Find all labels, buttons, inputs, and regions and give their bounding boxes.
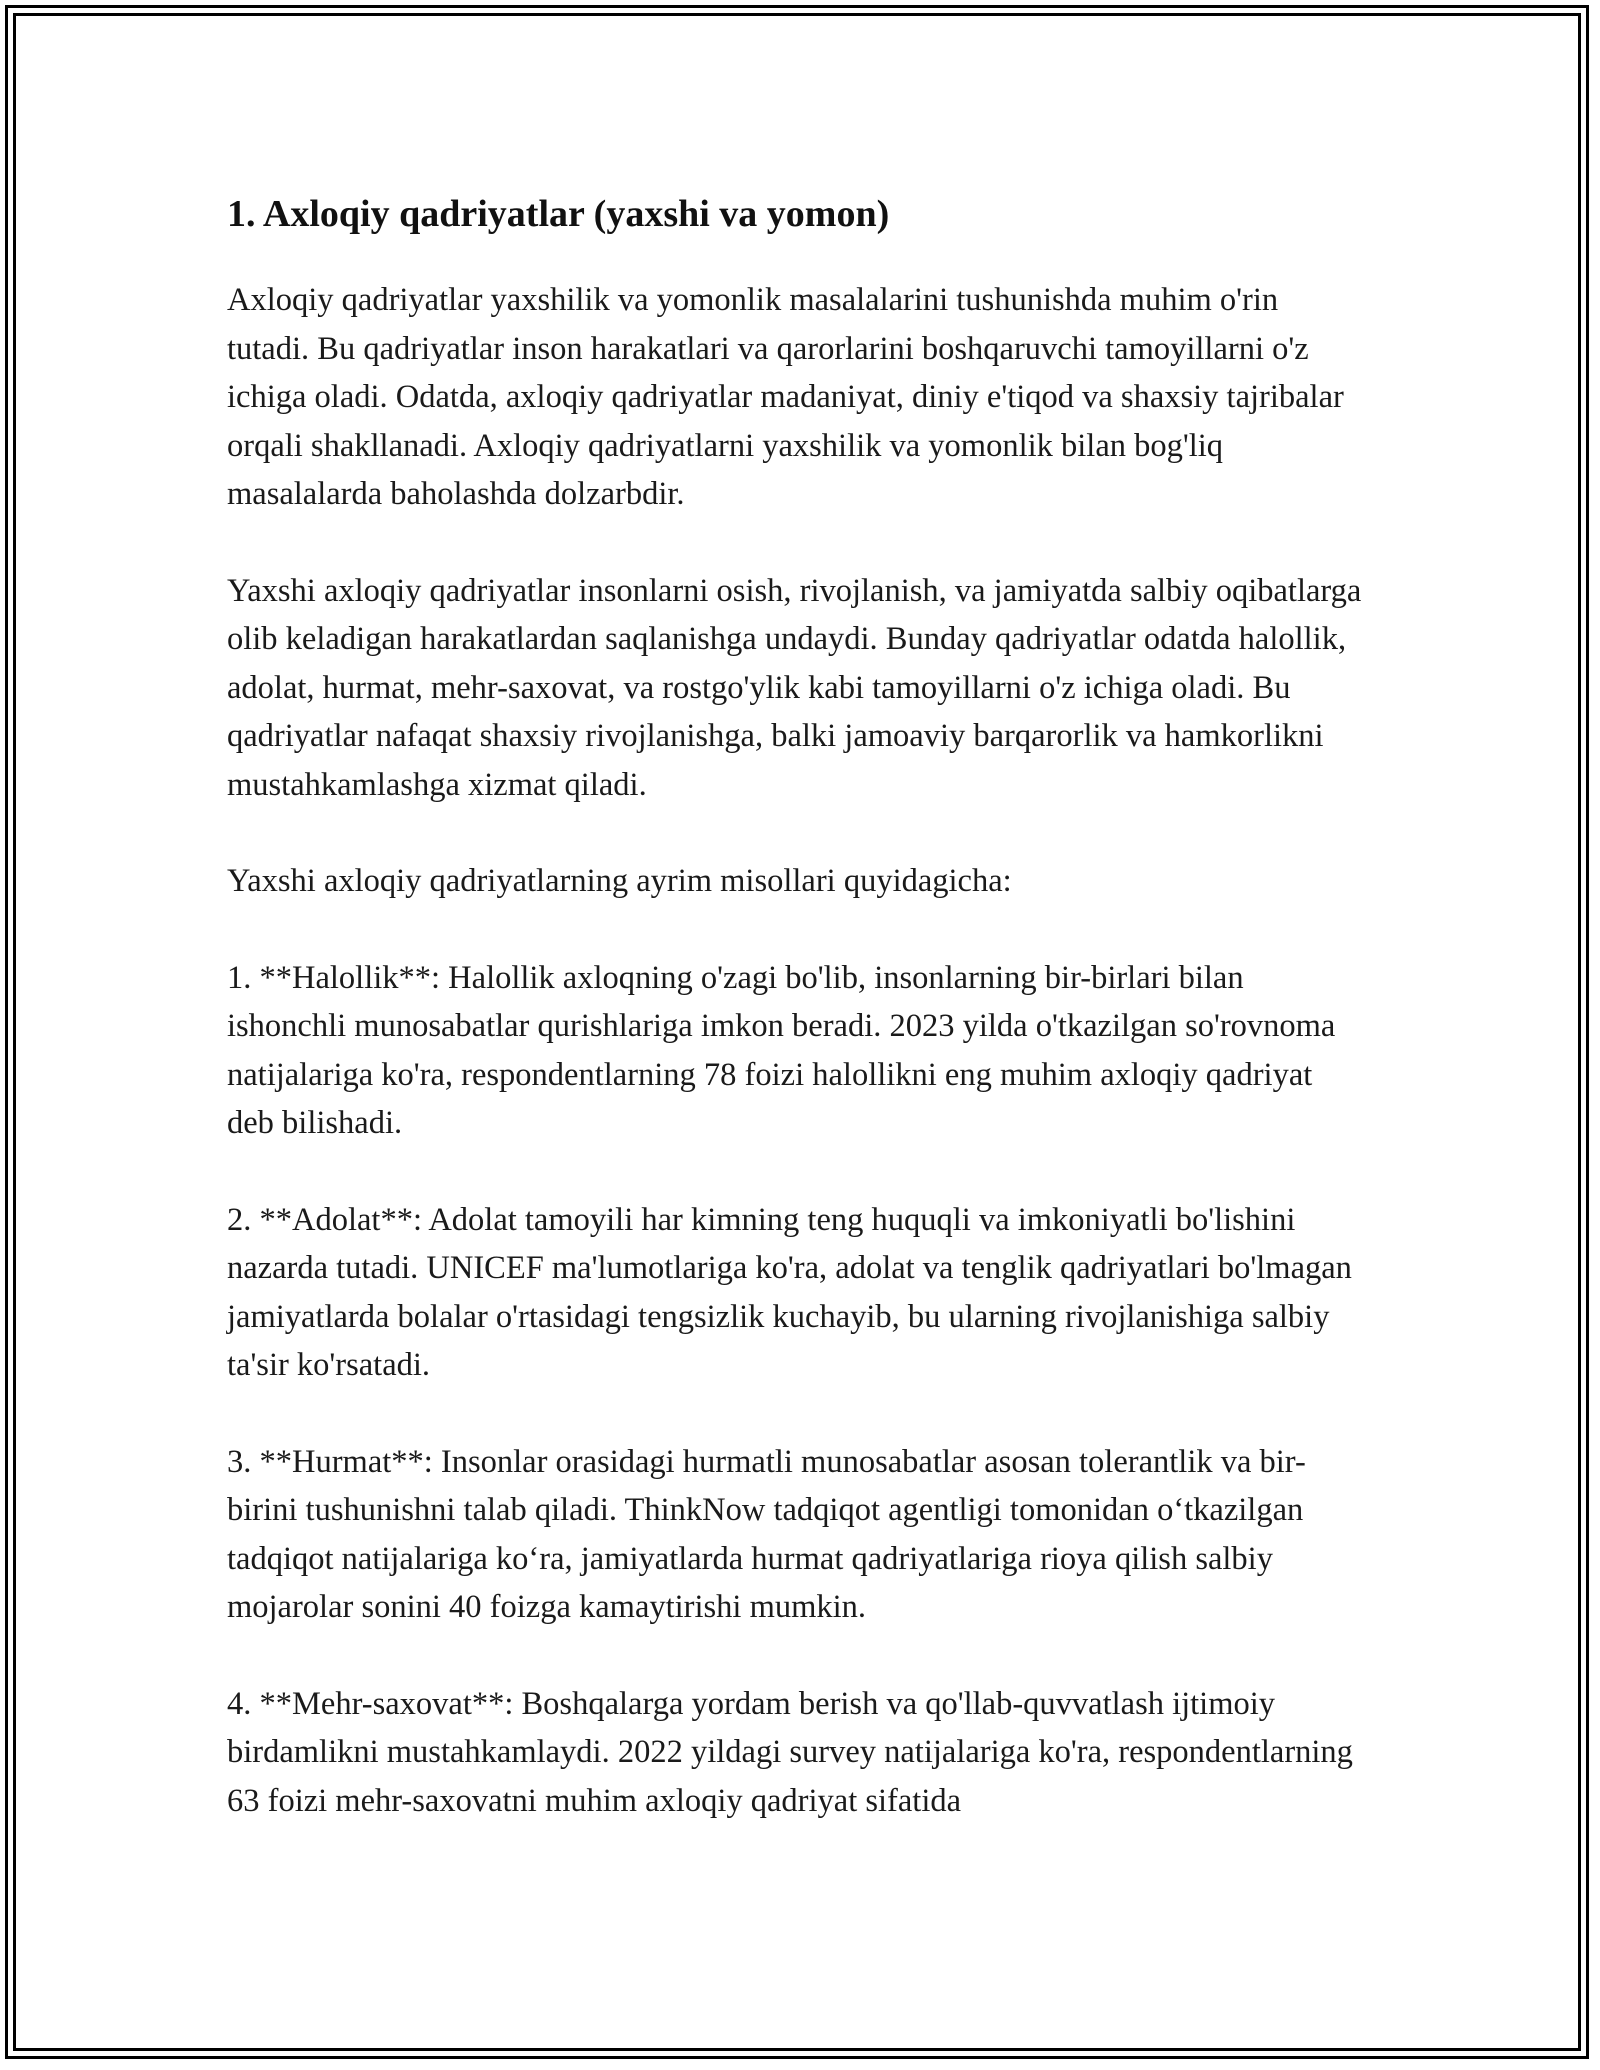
paragraph-intro: Axloqiy qadriyatlar yaxshilik va yomonlik masalalarini tushunishda muhim o'rin tutadi. Bu qadriyatlar inson harakatlari va qarorlarini boshqaruvchi tamoyillarni o'z ichiga oladi. Odatda, axloqiy qadriyatlar madaniyat, diniy e'tiqod va shaxsiy tajribalar orqali shakllanadi. Axloqiy qadriyatlarni yaxshilik va yomonlik bilan bog'liq masalalarda baholashda dolzarbdir. bbox=[227, 282, 1344, 512]
paragraph-good-values: Yaxshi axloqiy qadriyatlar insonlarni osish, rivojlanish, va jamiyatda salbiy oqibatlarga olib keladigan harakatlardan saqlanishga undaydi. Bunday qadriyatlar odatda halollik, adolat, hurmat, mehr-saxovat, va rostgo'ylik kabi tamoyillarni o'z ichiga oladi. Bu qadriyatlar nafaqat shaxsiy rivojlanishga, balki jamoaviy barqarorlik va hamkorlikni mustahkamlashga xizmat qiladi. bbox=[227, 572, 1362, 803]
list-item-kindness: 4. **Mehr-saxovat**: Boshqalarga yordam berish va qo'llab-quvvatlash ijtimoiy birdamlikni mustahkamlaydi. 2022 yildagi survey natijalariga ko'ra, respondentlarning 63 foizi mehr-saxovatni muhim axloqiy qadriyat sifatida bbox=[227, 1685, 1353, 1819]
list-item-respect: 3. **Hurmat**: Insonlar orasidagi hurmatli munosabatlar asosan tolerantlik va bir-birini tushunishni talab qiladi. ThinkNow tadqiqot agentligi tomonidan o‘tkazilgan tadqiqot natijalariga ko‘ra, jamiyatlarda hurmat qadriyatlariga rioya qilish salbiy mojarolar sonini 40 foizga kamaytirishi mumkin. bbox=[227, 1443, 1306, 1625]
document-body bbox=[227, 176, 1367, 1825]
list-item-justice: 2. **Adolat**: Adolat tamoyili har kimning teng huquqli va imkoniyatli bo'lishini nazarda tutadi. UNICEF ma'lumotlariga ko'ra, adolat va tenglik qadriyatlari bo'lmagan jamiyatlarda bolalar o'rtasidagi tengsizlik kuchayib, bu ularning rivojlanishiga salbiy ta'sir ko'rsatadi. bbox=[227, 1201, 1352, 1383]
list-item-honesty: 1. **Halollik**: Halollik axloqning o'zagi bo'lib, insonlarning bir-birlari bilan ishonchli munosabatlar qurishlariga imkon beradi. 2023 yilda o'tkazilgan so'rovnoma natijalariga ko'ra, respondentlarning 78 foizi halollikni eng muhim axloqiy qadriyat deb bilishadi. bbox=[227, 959, 1336, 1141]
section-heading: 1. Axloqiy qadriyatlar (yaxshi va yomon) bbox=[227, 193, 890, 235]
paragraph-examples-intro: Yaxshi axloqiy qadriyatlarning ayrim misollari quyidagicha: bbox=[227, 863, 1012, 899]
